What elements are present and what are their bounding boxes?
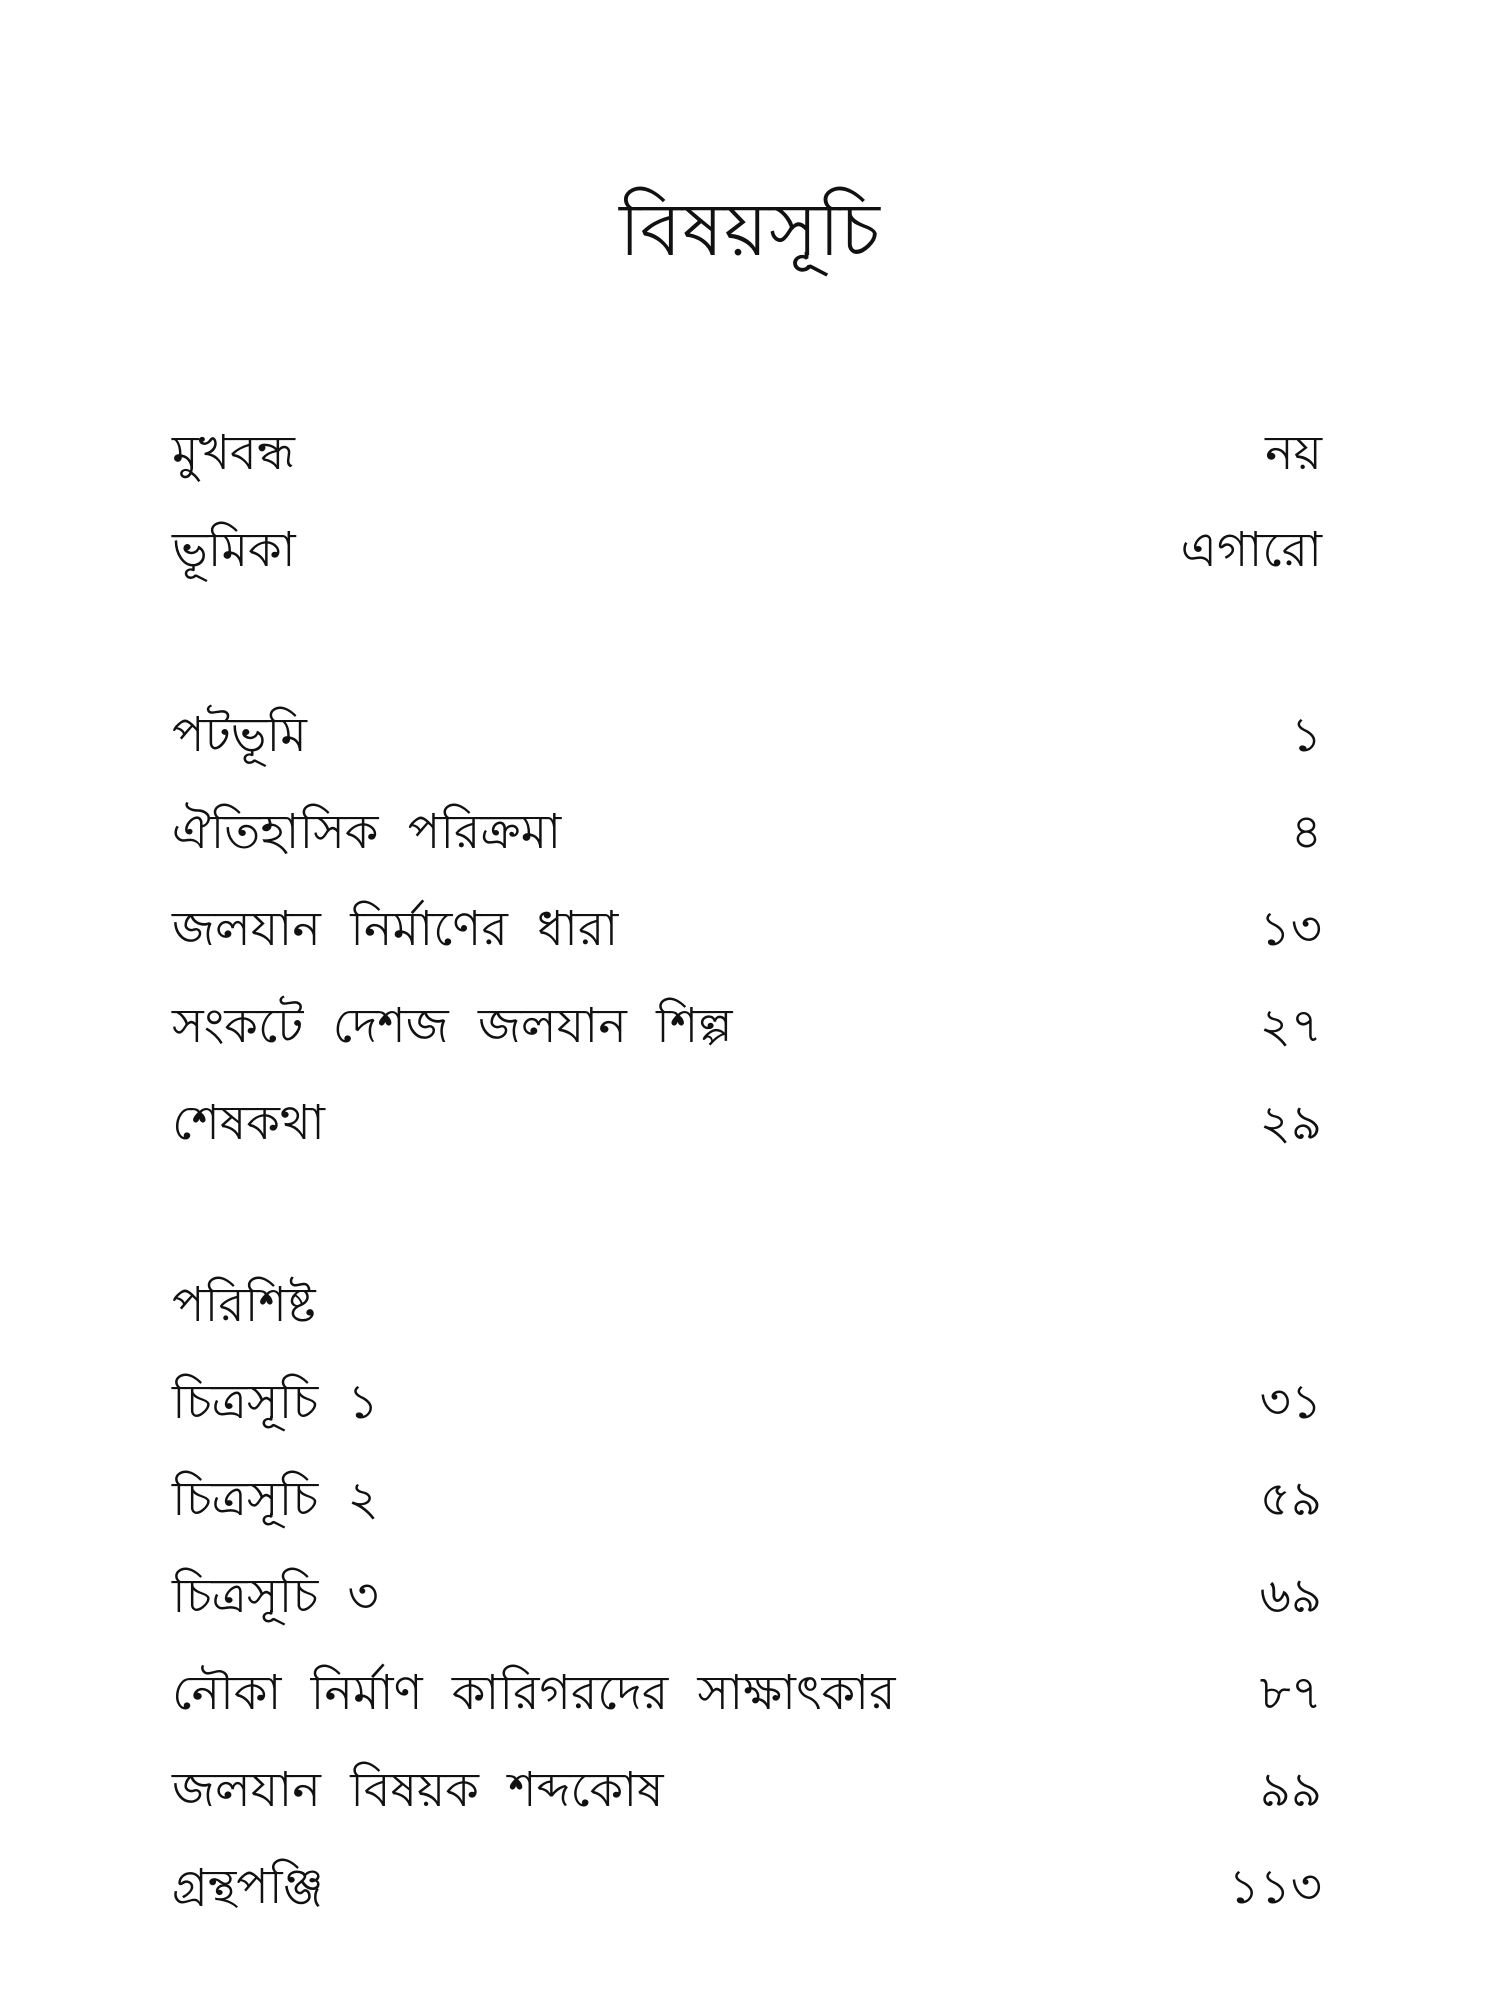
toc-entry-label: মুখবন্ধ	[172, 425, 295, 481]
toc-entry-shabdakosh	[172, 1755, 1322, 1825]
toc-entry-page: ৯৯	[1259, 1762, 1322, 1818]
toc-entry-page: নয়	[1265, 425, 1322, 481]
toc-entry-page: ৮৭	[1259, 1665, 1322, 1721]
toc-entry-bhumika	[172, 515, 1322, 585]
toc-entry-page: ২৯	[1259, 1095, 1322, 1151]
toc-entry-page: ৫৯	[1259, 1471, 1322, 1527]
toc-entry-chitrasuchi-2	[172, 1464, 1322, 1534]
toc-entry-jaljan-nirman	[172, 894, 1322, 964]
toc-entry-sakshatkar	[172, 1658, 1322, 1728]
toc-entry-chitrasuchi-3	[172, 1561, 1322, 1631]
toc-entry-label: ঐতিহাসিক পরিক্রমা	[172, 804, 562, 860]
toc-entry-label: চিত্রসূচি ১	[172, 1374, 379, 1430]
toc-entry-page: ৩১	[1259, 1374, 1322, 1430]
toc-entry-page: ১	[1290, 707, 1322, 763]
toc-entry-label: জলযান নির্মাণের ধারা	[172, 901, 619, 957]
toc-entry-page: ১১৩	[1228, 1859, 1322, 1915]
toc-entry-label: গ্রন্থপঞ্জি	[172, 1859, 324, 1915]
toc-entry-aitihasik	[172, 797, 1322, 867]
toc-entry-sankate	[172, 991, 1322, 1061]
toc-entry-label: জলযান বিষয়ক শব্দকোষ	[172, 1762, 664, 1818]
toc-entry-chitrasuchi-1	[172, 1367, 1322, 1437]
toc-entry-label: নৌকা নির্মাণ কারিগরদের সাক্ষাৎকার	[172, 1665, 896, 1721]
toc-entry-label: সংকটে দেশজ জলযান শিল্প	[172, 998, 733, 1054]
toc-entry-sheshkatha	[172, 1088, 1322, 1158]
toc-entry-page: ৬৯	[1259, 1568, 1322, 1624]
toc-entry-label: পটভূমি	[172, 707, 307, 763]
page-title: বিষয়সূচি	[619, 187, 881, 273]
toc-entry-mukhbandha	[172, 418, 1322, 488]
toc-section-heading	[172, 1270, 1322, 1340]
toc-entry-page: ১৩	[1259, 901, 1322, 957]
toc-entry-label: চিত্রসূচি ৩	[172, 1568, 379, 1624]
toc-entry-granthapanji	[172, 1852, 1322, 1922]
toc-entry-page: ৪	[1290, 804, 1322, 860]
toc-entry-label: চিত্রসূচি ২	[172, 1471, 379, 1527]
toc-entry-label: শেষকথা	[172, 1095, 325, 1151]
toc-entry-label: ভূমিকা	[172, 522, 296, 578]
toc-entry-patbhumi	[172, 700, 1322, 770]
toc-heading-label: পরিশিষ্ট	[172, 1277, 316, 1333]
toc-entry-page: ২৭	[1259, 998, 1322, 1054]
toc-entry-page: এগারো	[1180, 522, 1322, 578]
